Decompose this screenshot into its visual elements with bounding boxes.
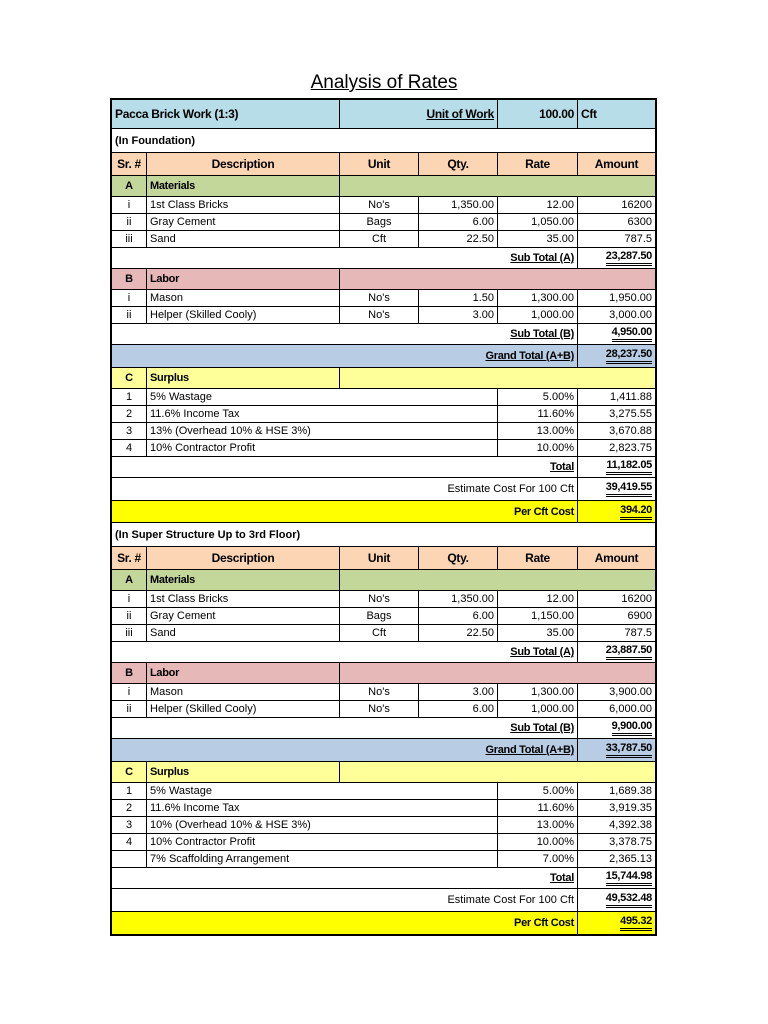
subtotal-amount-cell xyxy=(578,718,655,738)
total-label-cell xyxy=(112,868,578,888)
item-sr: iii xyxy=(112,231,147,247)
item-amount: 2,365.13 xyxy=(609,853,652,865)
item-row xyxy=(112,214,655,231)
subtotal-amount: 23,287.50 xyxy=(606,250,652,266)
surplus-item-row xyxy=(112,440,655,457)
column-header-unit: Unit xyxy=(340,153,419,175)
item-row xyxy=(112,290,655,307)
item-amount: 16200 xyxy=(621,199,652,211)
item-rate: 1,150.00 xyxy=(498,608,578,624)
item-sr: 4 xyxy=(112,834,147,850)
item-unit: Bags xyxy=(340,608,419,624)
unit-of-work-qty: 100.00 xyxy=(498,100,578,128)
item-rate: 11.60% xyxy=(498,406,578,422)
category-code: C xyxy=(112,762,147,782)
item-amount: 1,950.00 xyxy=(609,292,652,304)
per-cft-row xyxy=(112,501,655,523)
column-header-rate: Rate xyxy=(498,153,578,175)
item-row xyxy=(112,701,655,718)
per-cft-amount-cell xyxy=(578,912,655,934)
category-row-surplus xyxy=(112,762,655,783)
item-amount: 787.5 xyxy=(624,627,652,639)
page-title: Analysis of Rates xyxy=(310,72,458,93)
work-description: Pacca Brick Work (1:3) xyxy=(112,100,340,128)
subtotal-amount-cell xyxy=(578,248,655,268)
item-description: 5% Wastage xyxy=(147,389,498,405)
item-description: 11.6% Income Tax xyxy=(147,406,498,422)
item-amount: 787.5 xyxy=(624,233,652,245)
section-title: (In Super Structure Up to 3rd Floor) xyxy=(115,528,301,541)
total-label-cell xyxy=(112,457,578,477)
item-sr: 1 xyxy=(112,389,147,405)
item-rate: 10.00% xyxy=(498,440,578,456)
subtotal-amount: 4,950.00 xyxy=(612,326,652,342)
item-amount: 3,378.75 xyxy=(609,836,652,848)
surplus-item-row xyxy=(112,851,655,868)
item-row xyxy=(112,625,655,642)
per-cft-amount: 495.32 xyxy=(620,915,652,931)
item-sr: ii xyxy=(112,701,147,717)
item-description: Sand xyxy=(147,625,340,641)
subtotal-label-cell xyxy=(112,248,578,268)
grand-total-row xyxy=(112,739,655,762)
category-label: Labor xyxy=(147,269,340,289)
item-amount: 6,000.00 xyxy=(609,703,652,715)
item-rate: 1,050.00 xyxy=(498,214,578,230)
grand-total-row xyxy=(112,345,655,368)
category-code: A xyxy=(112,570,147,590)
item-amount: 3,670.88 xyxy=(609,425,652,437)
category-row-labor xyxy=(112,663,655,684)
item-rate: 7.00% xyxy=(498,851,578,867)
item-rate: 12.00 xyxy=(498,197,578,213)
grand-total-amount: 33,787.50 xyxy=(606,742,652,758)
item-description: 5% Wastage xyxy=(147,783,498,799)
item-unit: Cft xyxy=(340,231,419,247)
item-amount: 16200 xyxy=(621,593,652,605)
total-amount-cell xyxy=(578,868,655,888)
grand-total-amount-cell xyxy=(578,345,655,367)
total-label: Total xyxy=(550,461,574,473)
item-description: 1st Class Bricks xyxy=(147,197,340,213)
item-description: 11.6% Income Tax xyxy=(147,800,498,816)
surplus-item-row xyxy=(112,834,655,851)
item-rate: 10.00% xyxy=(498,834,578,850)
subtotal-label-cell xyxy=(112,324,578,344)
column-header-qty: Qty. xyxy=(419,547,498,569)
item-row xyxy=(112,231,655,248)
item-sr: 2 xyxy=(112,800,147,816)
total-row xyxy=(112,457,655,478)
subtotal-amount-cell xyxy=(578,324,655,344)
surplus-item-row xyxy=(112,389,655,406)
per-cft-amount: 394.20 xyxy=(620,504,652,520)
total-amount-cell xyxy=(578,457,655,477)
item-description: 1st Class Bricks xyxy=(147,591,340,607)
item-sr: i xyxy=(112,591,147,607)
item-description: Sand xyxy=(147,231,340,247)
item-rate: 35.00 xyxy=(498,625,578,641)
subtotal-row xyxy=(112,324,655,345)
subtotal-amount: 23,887.50 xyxy=(606,644,652,660)
item-description: Mason xyxy=(147,684,340,700)
category-row-surplus xyxy=(112,368,655,389)
category-label: Surplus xyxy=(147,368,340,388)
estimate-amount: 49,532.48 xyxy=(606,892,652,908)
per-cft-amount-cell xyxy=(578,501,655,522)
section-title-row xyxy=(112,523,655,547)
item-description: Helper (Skilled Cooly) xyxy=(147,701,340,717)
unit-of-work-label: Unit of Work xyxy=(340,100,498,128)
item-amount: 1,411.88 xyxy=(609,391,652,403)
subtotal-label-cell xyxy=(112,642,578,662)
column-header-row xyxy=(112,547,655,570)
item-sr: 3 xyxy=(112,423,147,439)
grand-total-label-cell xyxy=(112,739,578,761)
item-qty: 6.00 xyxy=(419,608,498,624)
item-description: 10% (Overhead 10% & HSE 3%) xyxy=(147,817,498,833)
item-unit: No's xyxy=(340,684,419,700)
item-description: Helper (Skilled Cooly) xyxy=(147,307,340,323)
total-amount: 11,182.05 xyxy=(606,459,652,475)
column-header-unit: Unit xyxy=(340,547,419,569)
item-description: 10% Contractor Profit xyxy=(147,834,498,850)
category-row-materials xyxy=(112,570,655,591)
column-header-desc: Description xyxy=(147,153,340,175)
item-qty: 6.00 xyxy=(419,701,498,717)
per-cft-label: Per Cft Cost xyxy=(112,501,578,522)
estimate-row xyxy=(112,478,655,501)
subtotal-label: Sub Total (B) xyxy=(510,722,574,734)
item-description: 10% Contractor Profit xyxy=(147,440,498,456)
section-title-row xyxy=(112,129,655,153)
section-title: (In Foundation) xyxy=(115,134,196,147)
item-sr: 1 xyxy=(112,783,147,799)
item-description: Mason xyxy=(147,290,340,306)
subtotal-amount: 9,900.00 xyxy=(612,720,652,736)
item-qty: 1.50 xyxy=(419,290,498,306)
category-fill xyxy=(340,269,655,289)
per-cft-label: Per Cft Cost xyxy=(112,912,578,934)
item-row xyxy=(112,608,655,625)
category-row-materials xyxy=(112,176,655,197)
item-rate: 11.60% xyxy=(498,800,578,816)
category-fill xyxy=(340,368,655,388)
grand-total-label: Grand Total (A+B) xyxy=(485,744,574,756)
column-header-amount: Amount xyxy=(594,157,639,171)
item-sr: i xyxy=(112,684,147,700)
item-row xyxy=(112,197,655,214)
grand-total-amount-cell xyxy=(578,739,655,761)
item-unit: Cft xyxy=(340,625,419,641)
header-row xyxy=(112,100,655,129)
item-amount: 3,000.00 xyxy=(609,309,652,321)
item-sr: i xyxy=(112,290,147,306)
item-unit: No's xyxy=(340,197,419,213)
item-description: Gray Cement xyxy=(147,214,340,230)
item-unit: No's xyxy=(340,701,419,717)
item-description: 7% Scaffolding Arrangement xyxy=(147,851,498,867)
category-label: Materials xyxy=(147,176,340,196)
item-rate: 13.00% xyxy=(498,423,578,439)
category-fill xyxy=(340,570,655,590)
item-qty: 6.00 xyxy=(419,214,498,230)
item-amount: 1,689.38 xyxy=(609,785,652,797)
rate-analysis-table xyxy=(110,98,657,936)
item-unit: Bags xyxy=(340,214,419,230)
item-rate: 1,300.00 xyxy=(498,684,578,700)
item-description: Gray Cement xyxy=(147,608,340,624)
column-header-rate: Rate xyxy=(498,547,578,569)
total-label: Total xyxy=(550,872,574,884)
total-row xyxy=(112,868,655,889)
item-qty: 1,350.00 xyxy=(419,197,498,213)
item-amount: 3,275.55 xyxy=(609,408,652,420)
estimate-amount: 39,419.55 xyxy=(606,481,652,497)
subtotal-row xyxy=(112,642,655,663)
item-rate: 35.00 xyxy=(498,231,578,247)
item-rate: 1,300.00 xyxy=(498,290,578,306)
category-label: Materials xyxy=(147,570,340,590)
item-amount: 3,919.35 xyxy=(609,802,652,814)
item-description: 13% (Overhead 10% & HSE 3%) xyxy=(147,423,498,439)
column-header-row xyxy=(112,153,655,176)
item-rate: 12.00 xyxy=(498,591,578,607)
surplus-item-row xyxy=(112,783,655,800)
item-rate: 13.00% xyxy=(498,817,578,833)
total-amount: 15,744.98 xyxy=(606,870,652,886)
item-row xyxy=(112,591,655,608)
item-amount: 2,823.75 xyxy=(609,442,652,454)
grand-total-label-cell xyxy=(112,345,578,367)
subtotal-row xyxy=(112,718,655,739)
item-unit: No's xyxy=(340,307,419,323)
unit-of-work-unit: Cft xyxy=(581,107,597,121)
item-sr: 2 xyxy=(112,406,147,422)
item-qty: 1,350.00 xyxy=(419,591,498,607)
surplus-item-row xyxy=(112,423,655,440)
item-qty: 3.00 xyxy=(419,684,498,700)
item-amount: 4,392.38 xyxy=(609,819,652,831)
item-rate: 5.00% xyxy=(498,389,578,405)
item-qty: 3.00 xyxy=(419,307,498,323)
item-amount: 3,900.00 xyxy=(609,686,652,698)
column-header-sr: Sr. # xyxy=(112,153,147,175)
item-qty: 22.50 xyxy=(419,231,498,247)
subtotal-amount-cell xyxy=(578,642,655,662)
estimate-label: Estimate Cost For 100 Cft xyxy=(112,478,578,500)
surplus-item-row xyxy=(112,817,655,834)
surplus-item-row xyxy=(112,800,655,817)
item-unit: No's xyxy=(340,591,419,607)
item-sr: iii xyxy=(112,625,147,641)
surplus-item-row xyxy=(112,406,655,423)
column-header-desc: Description xyxy=(147,547,340,569)
category-row-labor xyxy=(112,269,655,290)
item-row xyxy=(112,684,655,701)
grand-total-label: Grand Total (A+B) xyxy=(485,350,574,362)
subtotal-label: Sub Total (B) xyxy=(510,328,574,340)
category-label: Surplus xyxy=(147,762,340,782)
item-rate: 1,000.00 xyxy=(498,701,578,717)
estimate-amount-cell xyxy=(578,478,655,500)
category-fill xyxy=(340,663,655,683)
item-sr: ii xyxy=(112,214,147,230)
item-unit: No's xyxy=(340,290,419,306)
item-amount: 6300 xyxy=(627,216,652,228)
category-fill xyxy=(340,762,655,782)
item-sr: 4 xyxy=(112,440,147,456)
item-qty: 22.50 xyxy=(419,625,498,641)
subtotal-label: Sub Total (A) xyxy=(510,252,574,264)
item-sr: i xyxy=(112,197,147,213)
item-rate: 1,000.00 xyxy=(498,307,578,323)
category-code: B xyxy=(112,269,147,289)
estimate-row xyxy=(112,889,655,912)
category-fill xyxy=(340,176,655,196)
category-code: A xyxy=(112,176,147,196)
item-sr: ii xyxy=(112,608,147,624)
category-code: B xyxy=(112,663,147,683)
column-header-sr: Sr. # xyxy=(112,547,147,569)
column-header-amount: Amount xyxy=(594,551,639,565)
category-label: Labor xyxy=(147,663,340,683)
subtotal-label: Sub Total (A) xyxy=(510,646,574,658)
estimate-label: Estimate Cost For 100 Cft xyxy=(112,889,578,911)
item-sr: 3 xyxy=(112,817,147,833)
item-row xyxy=(112,307,655,324)
item-rate: 5.00% xyxy=(498,783,578,799)
category-code: C xyxy=(112,368,147,388)
item-sr xyxy=(112,851,147,867)
subtotal-label-cell xyxy=(112,718,578,738)
per-cft-row xyxy=(112,912,655,934)
column-header-qty: Qty. xyxy=(419,153,498,175)
estimate-amount-cell xyxy=(578,889,655,911)
grand-total-amount: 28,237.50 xyxy=(606,348,652,364)
item-sr: ii xyxy=(112,307,147,323)
subtotal-row xyxy=(112,248,655,269)
item-amount: 6900 xyxy=(627,610,652,622)
